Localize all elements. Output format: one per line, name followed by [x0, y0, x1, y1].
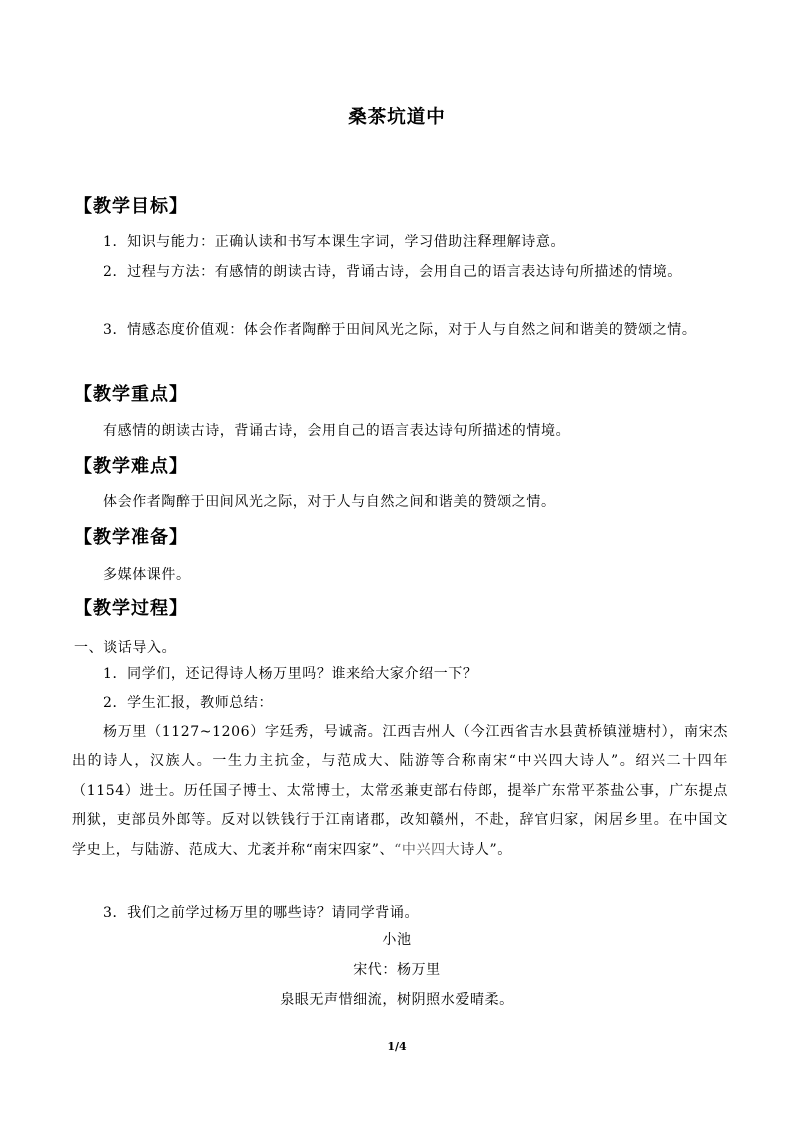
section-heading-key-points: 【教学重点】	[74, 384, 188, 405]
poem-title: 小池	[382, 932, 412, 948]
process-question-2: 2．学生汇报，教师总结：	[103, 695, 274, 711]
objective-item-2: 2．过程与方法：有感情的朗读古诗，背诵古诗，会用自己的语言表达诗句所描述的情境。	[103, 264, 682, 280]
objective-item-3: 3．情感态度价值观：体会作者陶醉于田间风光之际，对于人与自然之间和谐美的赞颂之情。	[103, 322, 697, 338]
process-question-1: 1．同学们，还记得诗人杨万里吗？谁来给大家介绍一下？	[103, 666, 478, 682]
process-question-3: 3．我们之前学过杨万里的哪些诗？请同学背诵。	[103, 905, 420, 921]
preparation-text: 多媒体课件。	[103, 567, 191, 583]
yang-wanli-biography	[72, 718, 728, 865]
key-points-text: 有感情的朗读古诗，背诵古诗，会用自己的语言表达诗句所描述的情境。	[103, 423, 571, 439]
poem-author: 宋代：杨万里	[353, 962, 441, 978]
section-heading-difficulties: 【教学难点】	[74, 456, 188, 477]
page-title: 桑茶坑道中	[348, 107, 446, 128]
section-heading-objectives: 【教学目标】	[74, 196, 188, 217]
biography-end-text: 诗人”。	[460, 841, 512, 858]
difficulties-text: 体会作者陶醉于田间风光之际，对于人与自然之间和谐美的赞颂之情。	[103, 494, 556, 510]
biography-main-text: 杨万里（1127~1206）字廷秀，号诚斋。江西吉州人（今江西省吉水县黄桥镇湴塘村），南宋杰出的诗人，汉族人。一生力主抗金，与范成大、陆游等合称南宋“中兴四大诗人”。绍兴二十四年（1154）进士。历任国子博士、太常博士，太常丞兼吏部右侍郎，提举广东常平茶盐公事，广东提点刑狱，吏部员外郎等。反对以铁钱行于江南诸郡，改知赣州，不赴，辞官归家，闲居乡里。在中国文学史上，与陆游、范成大、尤袤并称“南宋四家”、	[72, 724, 728, 858]
process-step-title: 一、谈话导入。	[74, 640, 177, 656]
objective-item-1: 1．知识与能力：正确认读和书写本课生字词，学习借助注释理解诗意。	[103, 234, 566, 250]
page-number: 1/4	[387, 1040, 407, 1053]
section-heading-process: 【教学过程】	[74, 598, 188, 619]
biography-gray-text: “中兴四大	[394, 841, 461, 858]
poem-line-1: 泉眼无声惜细流，树阴照水爱晴柔。	[280, 992, 514, 1008]
section-heading-preparation: 【教学准备】	[74, 527, 188, 548]
